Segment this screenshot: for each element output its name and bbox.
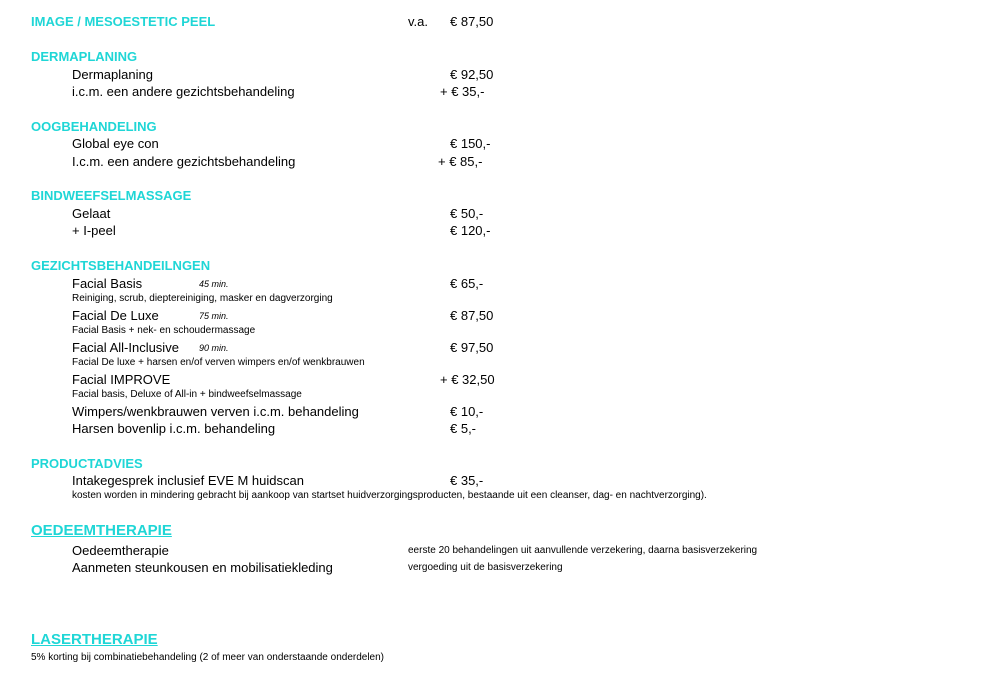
- item-note: Reiniging, scrub, dieptereiniging, masker en dagverzorging: [72, 293, 333, 304]
- item-name: Wimpers/wenkbrauwen verven i.c.m. behandeling: [72, 404, 359, 419]
- price: € 87,50: [450, 308, 494, 323]
- item-name: Gelaat: [72, 206, 111, 221]
- item-name: Facial All-Inclusive: [72, 340, 179, 355]
- section-heading-bindweefselmassage: BINDWEEFSELMASSAGE: [31, 188, 192, 203]
- item-name: Oedeemtherapie: [72, 543, 169, 558]
- price: € 87,50: [450, 14, 494, 29]
- price: € 150,-: [450, 136, 491, 151]
- price: + € 32,50: [440, 372, 495, 387]
- duration: 75 min.: [199, 311, 229, 321]
- item-name: Intakegesprek inclusief EVE M huidscan: [72, 473, 304, 488]
- duration: 45 min.: [199, 279, 229, 289]
- item-name: Facial De Luxe: [72, 308, 159, 323]
- section-note: 5% korting bij combinatiebehandeling (2 of meer van onderstaande onderdelen): [31, 652, 385, 663]
- section-heading-oedeemtherapie: OEDEEMTHERAPIE: [31, 522, 172, 539]
- price: € 65,-: [450, 276, 484, 291]
- price: € 120,-: [450, 223, 491, 238]
- item-name: + I-peel: [72, 223, 116, 238]
- section-heading-dermaplaning: DERMAPLANING: [31, 49, 138, 64]
- price: + € 35,-: [440, 84, 485, 99]
- section-heading-oogbehandeling: OOGBEHANDELING: [31, 119, 157, 134]
- section-heading-gezichtsbehandelingen: GEZICHTSBEHANDEILNGEN: [31, 258, 211, 273]
- item-name: Facial Basis: [72, 276, 143, 291]
- section-heading-image-peel: IMAGE / MESOESTETIC PEEL: [31, 14, 216, 29]
- section-heading-lasertherapie: LASERTHERAPIE: [31, 631, 158, 648]
- item-name: I.c.m. een andere gezichtsbehandeling: [72, 154, 296, 169]
- price: + € 85,-: [438, 154, 483, 169]
- item-note: kosten worden in mindering gebracht bij aankoop van startset huidverzorgingsproducten, bestaande uit een cleanser, dag- en nachtverzorging).: [72, 490, 707, 501]
- item-name: i.c.m. een andere gezichtsbehandeling: [72, 84, 295, 99]
- item-name: Global eye con: [72, 136, 159, 151]
- price: € 92,50: [450, 67, 494, 82]
- duration: 90 min.: [199, 343, 229, 353]
- item-name: Facial IMPROVE: [72, 372, 171, 387]
- price: € 10,-: [450, 404, 484, 419]
- item-note: Facial De luxe + harsen en/of verven wimpers en/of wenkbrauwen: [72, 357, 365, 368]
- section-heading-productadvies: PRODUCTADVIES: [31, 456, 143, 471]
- price: € 5,-: [450, 421, 477, 436]
- item-name: Harsen bovenlip i.c.m. behandeling: [72, 421, 276, 436]
- price: € 50,-: [450, 206, 484, 221]
- item-detail: eerste 20 behandelingen uit aanvullende verzekering, daarna basisverzekering: [408, 545, 758, 556]
- price: € 35,-: [450, 473, 484, 488]
- item-note: Facial Basis + nek- en schoudermassage: [72, 325, 256, 336]
- price-prefix: v.a.: [408, 14, 428, 29]
- item-name: Dermaplaning: [72, 67, 153, 82]
- price: € 97,50: [450, 340, 494, 355]
- item-name: Aanmeten steunkousen en mobilisatiekleding: [72, 560, 333, 575]
- item-detail: vergoeding uit de basisverzekering: [408, 562, 563, 573]
- item-note: Facial basis, Deluxe of All-in + bindweefselmassage: [72, 389, 302, 400]
